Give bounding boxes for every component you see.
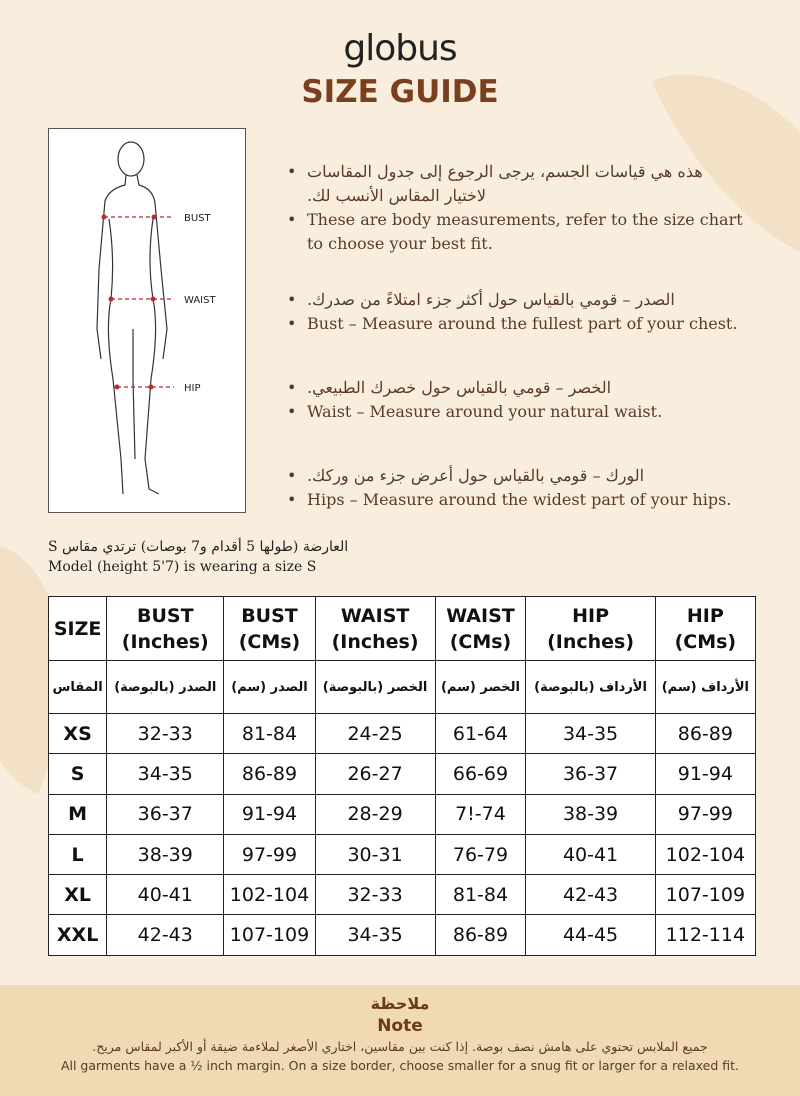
hip-label: HIP	[184, 383, 201, 394]
measurement-cell: 42-43	[107, 915, 224, 955]
column-header	[224, 597, 315, 661]
bust-label: BUST	[184, 213, 211, 224]
size-cell: XL	[49, 875, 107, 915]
table-row	[49, 754, 756, 794]
bullet-en: • Waist – Measure around your natural waist.	[285, 400, 745, 424]
note-title-ar: ملاحظة	[370, 994, 430, 1013]
measurement-cell: 7!-74	[435, 794, 526, 834]
column-header	[526, 597, 655, 661]
size-chart-table	[48, 596, 756, 956]
note-text-ar: جميع الملابس تحتوي على هامش نصف بوصة. إذا كنت بين مقاسين، اختاري الأصغر لملاءمة ضيقة أو الأكبر لمقاس مريح.	[92, 1039, 708, 1054]
measurement-cell: 97-99	[655, 794, 755, 834]
measurement-cell: 32-33	[107, 714, 224, 754]
measurement-cell: 34-35	[107, 754, 224, 794]
bullet-en: • Bust – Measure around the fullest part of your chest.	[285, 312, 745, 336]
column-header-text: (Inches)	[331, 630, 419, 653]
column-header-text: (CMs)	[674, 630, 737, 653]
table-row	[49, 794, 756, 834]
bullet-en: • Hips – Measure around the widest part of your hips.	[285, 488, 745, 512]
size-cell: XXL	[49, 915, 107, 955]
bullet-ar: • هذه هي قياسات الجسم، يرجى الرجوع إلى جدول المقاسات لاختيار المقاس الأنسب لك.	[285, 160, 745, 208]
measurement-cell: 30-31	[315, 834, 435, 874]
measurement-cell: 112-114	[655, 915, 755, 955]
column-header-ar: الأرداف (بالبوصة)	[526, 661, 655, 714]
column-header-text: WAIST	[446, 604, 515, 627]
bullet-ar: • الصدر – قومي بالقياس حول أكثر جزء امتلاءً من صدرك.	[285, 288, 745, 312]
column-header-ar: الأرداف (سم)	[655, 661, 755, 714]
waist-label: WAIST	[184, 295, 216, 306]
brand-logo: globus	[343, 28, 457, 69]
column-header	[435, 597, 526, 661]
measurement-cell: 91-94	[224, 794, 315, 834]
column-header-ar: الخصر (سم)	[435, 661, 526, 714]
measurement-cell: 36-37	[107, 794, 224, 834]
column-header-text: HIP	[572, 604, 609, 627]
measurement-cell: 38-39	[107, 834, 224, 874]
measurement-cell: 107-109	[224, 915, 315, 955]
measurement-cell: 97-99	[224, 834, 315, 874]
size-cell: L	[49, 834, 107, 874]
measurement-cell: 24-25	[315, 714, 435, 754]
measurement-cell: 26-27	[315, 754, 435, 794]
bullet-en: • These are body measurements, refer to the size chart to choose your best fit.	[285, 208, 745, 256]
column-header-text: (Inches)	[547, 630, 635, 653]
column-header-ar: الخصر (بالبوصة)	[315, 661, 435, 714]
note-title: Note	[377, 1016, 423, 1036]
measurement-cell: 102-104	[224, 875, 315, 915]
size-cell: S	[49, 754, 107, 794]
column-header-text: (CMs)	[238, 630, 301, 653]
measurement-cell: 86-89	[224, 754, 315, 794]
size-cell: M	[49, 794, 107, 834]
table-row	[49, 875, 756, 915]
measurement-cell: 34-35	[526, 714, 655, 754]
size-cell: XS	[49, 714, 107, 754]
measurement-cell: 86-89	[655, 714, 755, 754]
measurement-cell: 32-33	[315, 875, 435, 915]
measurement-instructions	[285, 160, 745, 540]
bullet-ar: • الخصر – قومي بالقياس حول خصرك الطبيعي.	[285, 376, 745, 400]
body-measurement-figure	[48, 128, 246, 513]
measurement-cell: 36-37	[526, 754, 655, 794]
measurement-cell: 61-64	[435, 714, 526, 754]
column-header-text: HIP	[686, 604, 724, 627]
measurement-cell: 34-35	[315, 915, 435, 955]
model-info	[48, 537, 348, 577]
column-header	[107, 597, 224, 661]
measurement-cell: 44-45	[526, 915, 655, 955]
measurement-cell: 102-104	[655, 834, 755, 874]
measurement-cell: 40-41	[107, 875, 224, 915]
model-info-en: Model (height 5'7) is wearing a size S	[48, 559, 317, 575]
note-text-en: All garments have a ½ inch margin. On a size border, choose smaller for a snug fit or larger for a relaxed fit.	[60, 1058, 740, 1073]
measurement-cell: 76-79	[435, 834, 526, 874]
column-header-text: (Inches)	[121, 630, 209, 653]
measurement-cell: 28-29	[315, 794, 435, 834]
column-header-text: BUST	[241, 604, 298, 627]
column-header-ar: الصدر (سم)	[224, 661, 315, 714]
measurement-cell: 42-43	[526, 875, 655, 915]
column-header	[49, 597, 107, 661]
bullet-ar: • الورك – قومي بالقياس حول أعرض جزء من وركك.	[285, 464, 745, 488]
column-header-ar: الصدر (بالبوصة)	[107, 661, 224, 714]
table-row	[49, 915, 756, 955]
page-title: SIZE GUIDE	[301, 74, 499, 110]
column-header-text: WAIST	[340, 604, 410, 627]
column-header-ar: المقاس	[49, 661, 107, 714]
table-row	[49, 834, 756, 874]
measurement-cell: 38-39	[526, 794, 655, 834]
measurement-cell: 107-109	[655, 875, 755, 915]
measurement-cell: 81-84	[435, 875, 526, 915]
column-header-text: (CMs)	[449, 630, 512, 653]
note-section	[0, 985, 800, 1096]
column-header	[655, 597, 755, 661]
table-row	[49, 714, 756, 754]
measurement-cell: 66-69	[435, 754, 526, 794]
model-info-ar: العارضة (طولها 5 أقدام و7 بوصات) ترتدي مقاس S	[48, 539, 349, 555]
column-header-text: SIZE	[53, 617, 102, 640]
measurement-cell: 86-89	[435, 915, 526, 955]
column-header-text: BUST	[136, 604, 194, 627]
column-header	[315, 597, 435, 661]
measurement-cell: 81-84	[224, 714, 315, 754]
measurement-cell: 40-41	[526, 834, 655, 874]
measurement-cell: 91-94	[655, 754, 755, 794]
